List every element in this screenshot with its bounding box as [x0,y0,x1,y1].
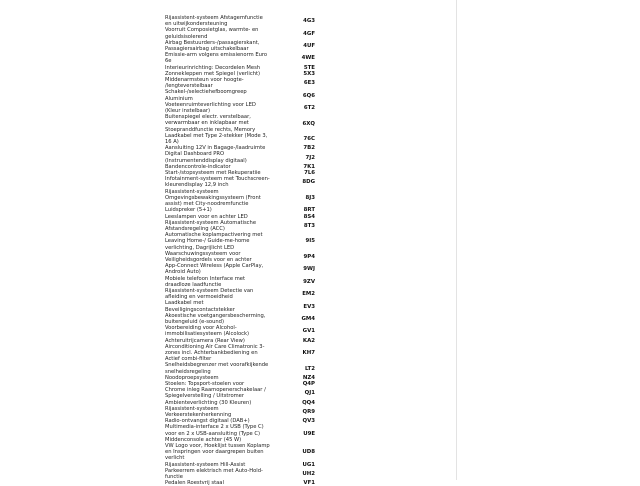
option-row [165,151,315,163]
option-code: GV1 [302,328,315,335]
option-code: VF1 [303,480,315,486]
option-description: Emissie-arm volgens emissienorm Euro 6e [165,52,268,65]
option-code: KA2 [302,337,315,344]
option-row [165,251,315,263]
option-code: LT2 [305,365,315,372]
option-description: Laadkabel met Type 2-stekker (Mode 3, 16 A) [165,132,268,146]
option-description: Ambienteverlichting (30 Kleuren) [165,399,252,406]
option-description: Luidspreker (5+1) [165,207,212,214]
option-row [165,325,315,337]
option-code: 4UF [303,43,315,50]
option-code: U9E [303,430,315,437]
option-row [165,133,315,145]
option-row [165,313,315,325]
option-code: UG1 [302,461,315,468]
option-description: Rijassistent-systeem Hill-Assist [165,461,246,468]
option-code: Q4P [302,381,315,388]
option-description: Achteruitrijcamera (Rear View) [165,337,245,344]
option-row [165,276,315,288]
option-description: Infotainment-systeem met Touchscreen-kleurendisplay 12,9 inch [165,176,270,189]
option-description: Laadkabel met Beveiligingscontactstekker [165,300,235,313]
option-row [165,232,315,251]
option-code: UH2 [302,471,315,478]
option-description: Rijassistent-systeem Automatische Afstandsregeling (ACC) [165,219,257,232]
option-code: KH7 [302,350,315,357]
option-code: QJ1 [304,390,315,397]
option-description: Pedalen Roestvrij staal [165,480,224,486]
option-code: 7L6 [304,170,315,177]
option-description: Waarschuwingssysteem voor Veiligheidsgordels voor en achter [165,250,252,263]
page-edge-divider [456,0,457,480]
option-row [165,406,315,418]
option-row [165,40,315,52]
option-row [165,468,315,480]
option-description: Stoelen: Topsport-stoelen voor [165,380,245,387]
option-code: EM2 [302,291,315,298]
option-row [165,77,315,89]
option-row [165,387,315,399]
option-code: QR9 [302,409,315,415]
option-description: Multimedia-interface 2 x USB (Type C) voor en 2 x USB-aansluiting (Type C) Middenconsole achter (45 W) [165,424,264,443]
option-code: 7J2 [305,154,315,161]
option-code: 6Q6 [302,92,315,99]
option-description: Voorruit Composietglas, warmte- en geluidsisolerend [165,27,259,40]
option-description: Radio-ontvangst digitaal (DAB+) [165,418,250,425]
option-code: 8T3 [303,222,315,229]
option-row [165,89,315,101]
option-description: Interieurinrichting: Decordelen Mesh [165,64,261,71]
option-code: 9I5 [305,238,315,245]
option-row [165,15,315,27]
option-code: GM4 [301,315,315,322]
option-description: Rijassistent-systeem Afstagemfunctie en uitwijkondersteuning [165,15,263,28]
option-description: Rijassistent-systeem Detectie van afleiding en vermoeidheid [165,287,254,301]
options-list [165,15,315,486]
option-description: Automatische koplampactivering met Leaving Home-/ Guide-me-home verlichting, Dagrijlicht LED [165,232,263,251]
option-code: UD8 [302,449,315,456]
option-row [165,300,315,312]
option-code: 4G3 [303,18,315,25]
option-row [165,443,315,462]
option-code: 4GF [303,30,315,37]
option-code: 8S4 [303,213,315,220]
option-description: Start-/stopsysteem met Rekuperatiie [165,170,261,177]
option-row [165,52,315,64]
option-code: 5TE [303,64,315,71]
option-code: QV3 [302,418,315,425]
option-code: 4WE [301,55,315,62]
option-code: 8DG [302,179,315,186]
option-code: 6E3 [303,80,315,87]
option-description: Voorbereiding voor Alcohol-immobilisatiesysteem (Alcolock) [165,325,250,338]
option-description: Rijassistent-systeem Omgevingsbewakingssysteem (Front assist) met City-noodremfunctie [165,188,261,208]
option-code: 76C [303,136,315,143]
option-code: NZ4 [302,374,315,381]
option-code: 7K1 [303,163,315,170]
option-description: VW Logo voor, Hoeklijst tussen Koplamp en Inspringen voor daargrepen buiten verlicht [165,443,270,462]
option-row [165,220,315,232]
option-description: Middenarmsteun voor hoogte- /lengteverstelbaar [165,77,244,90]
option-code: 7B2 [303,145,315,152]
option-row [165,263,315,275]
option-description: Buitenspiegel electr. verstelbaar, verwarmbaar en inklapbaar met Stoepranddfunctie rechts, Memory [165,114,256,133]
option-row [165,176,315,188]
option-row [165,480,315,486]
option-code: 6XQ [302,120,315,127]
option-code: 6T2 [303,105,315,112]
option-description: Rijassistent-systeem Verkeerstekenherkenning [165,405,232,418]
option-row [165,288,315,300]
option-code: 8J3 [305,194,315,201]
option-code: 5X3 [303,70,315,77]
option-description: Digital Dashboard PRO (Instrumentenddisplay digitaal) [165,151,247,164]
option-row [165,362,315,374]
option-code: 8RT [303,207,315,214]
option-code: QQ4 [302,399,315,406]
option-description: Parkeerrem elektrisch met Auto-Hold-functie [165,467,263,481]
option-code: EV3 [303,303,315,310]
option-code: 9ZV [303,278,315,285]
option-description: Airbag Bestuurders-/passagierskant, Passagiersairbag uitschakelbaar [165,39,260,53]
option-row [165,102,315,114]
option-description: Chrome inleg Raamopenerschakelaar / Spiegelverstelling / Uitstromer [165,387,266,400]
option-description: Akoestische voetgangersbescherming, buitengeluid (e-sound) [165,312,266,325]
option-description: Schakel-/selectiehefboomgreep Aluminium [165,89,247,102]
option-row [165,424,315,443]
option-description: Aansluiting 12V in Bagage-/laadruimte [165,145,266,152]
option-description: Airconditioning Air Care Climatronic 3-zones incl. Achterbankbediening en Actief combi-filter [165,343,265,363]
option-code: 9P4 [303,253,315,260]
option-description: App-Connect Wireless (Apple CarPlay, Android Auto) [165,263,264,276]
option-description: Bandencontrole-indicator [165,163,231,170]
option-row [165,27,315,39]
option-row [165,189,315,208]
option-description: Voeteenruimteverlichting voor LED (Kleur instelbaar) [165,101,256,115]
option-description: Snelheidsbegrenzer met voorafkijkende snelheidsregeling [165,362,269,375]
option-description: Leeslampen voor en achter LED [165,213,248,220]
option-description: Zonnekleppen met Spiegel (verlicht) [165,70,261,77]
option-row [165,114,315,133]
option-row [165,344,315,363]
option-description: Mobiele telefoon Interface met draadloze laadfunctie [165,275,245,288]
option-description: Noodoproepsysteem [165,374,219,381]
option-code: 9WJ [303,266,315,273]
